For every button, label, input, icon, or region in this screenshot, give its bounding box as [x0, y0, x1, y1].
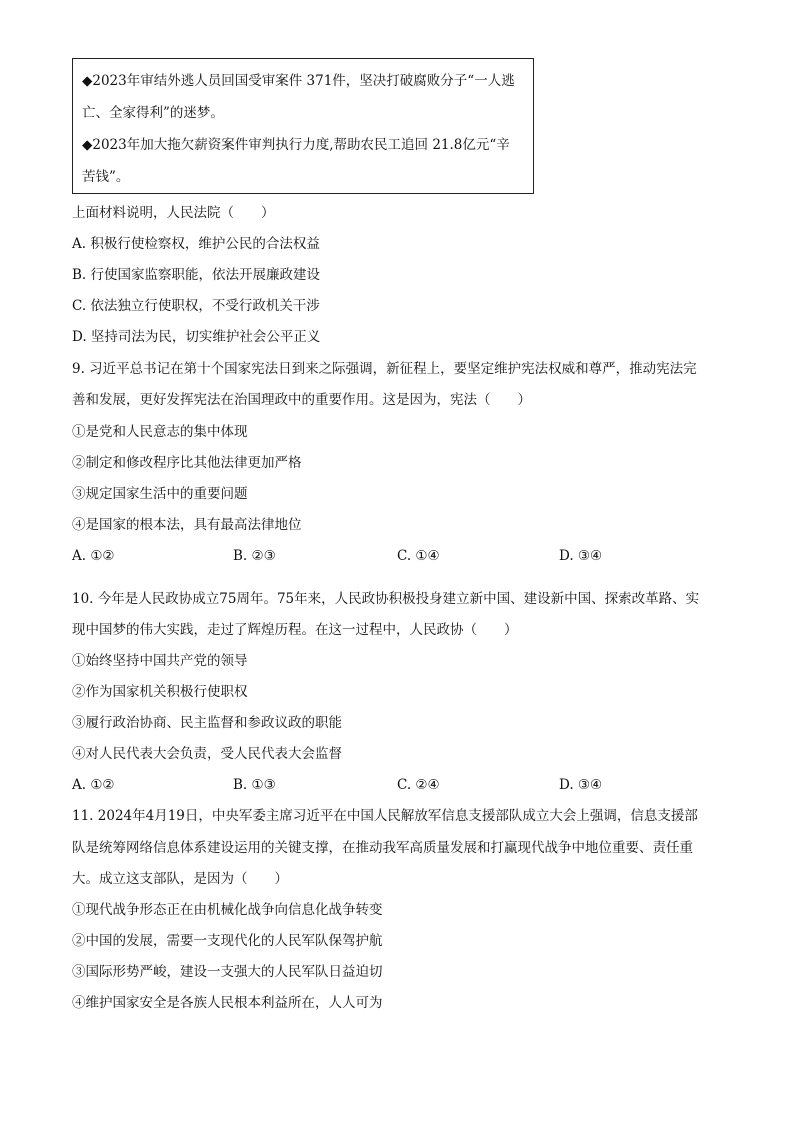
q11-item-1: ①现代战争形态正在由机械化战争向信息化战争转变: [72, 902, 383, 918]
material-line-3: ◆2023年加大拖欠薪资案件审判执行力度,帮助农民工追回 21.8亿元“辛: [82, 137, 510, 153]
material-line-4: 苦钱”。: [82, 169, 130, 185]
q8-option-a: A. 积极行使检察权，维护公民的合法权益: [72, 236, 320, 252]
q10-item-1: ①始终坚持中国共产党的领导: [72, 653, 248, 669]
q10-choice-c: C. ②④: [397, 777, 440, 793]
q11-stem-line-3: 大。成立这支部队，是因为（ ）: [72, 871, 288, 887]
q11-item-4: ④维护国家安全是各族人民根本利益所在，人人可为: [72, 995, 383, 1011]
q8-stem: 上面材料说明，人民法院（ ）: [72, 205, 275, 221]
q10-item-2: ②作为国家机关积极行使职权: [72, 684, 248, 700]
q11-item-3: ③国际形势严峻，建设一支强大的人民军队日益迫切: [72, 964, 383, 980]
q8-option-d: D. 坚持司法为民，切实维护社会公平正义: [72, 329, 321, 345]
q10-stem-line-1: 10. 今年是人民政协成立75周年。75年来，人民政协积极投身建立新中国、建设新中国、探索改革路、实: [72, 591, 700, 607]
material-line-2: 亡、全家得利”的迷梦。: [82, 105, 224, 121]
q9-stem-line-2: 善和发展，更好发挥宪法在治国理政中的重要作用。这是因为，宪法（ ）: [72, 392, 531, 408]
q9-choice-d: D. ③④: [559, 548, 603, 564]
q11-stem-line-2: 队是统筹网络信息体系建设运用的关键支撑，在推动我军高质量发展和打赢现代战争中地位重要、责任重: [72, 840, 693, 856]
q8-option-b: B. 行使国家监察职能，依法开展廉政建设: [72, 267, 321, 283]
q10-stem-line-2: 现中国梦的伟大实践，走过了辉煌历程。在这一过程中，人民政协（ ）: [72, 622, 518, 638]
q9-choice-c: C. ①④: [397, 548, 440, 564]
q10-choice-b: B. ①③: [233, 777, 276, 793]
q11-item-2: ②中国的发展，需要一支现代化的人民军队保驾护航: [72, 933, 383, 949]
q10-item-4: ④对人民代表大会负责，受人民代表大会监督: [72, 746, 342, 762]
q8-option-c: C. 依法独立行使职权，不受行政机关干涉: [72, 298, 320, 314]
material-line-1: ◆2023年审结外逃人员回国受审案件 371件，坚决打破腐败分子“一人逃: [82, 73, 515, 89]
q9-item-3: ③规定国家生活中的重要问题: [72, 486, 248, 502]
q10-choice-d: D. ③④: [559, 777, 603, 793]
q9-stem-line-1: 9. 习近平总书记在第十个国家宪法日到来之际强调，新征程上，要坚定维护宪法权威和尊严，推动宪法完: [72, 361, 697, 377]
q10-item-3: ③履行政治协商、民主监督和参政议政的职能: [72, 715, 342, 731]
q9-item-2: ②制定和修改程序比其他法律更加严格: [72, 455, 302, 471]
q11-stem-line-1: 11. 2024年4月19日，中央军委主席习近平在中国人民解放军信息支援部队成立大会上强调，信息支援部: [72, 808, 698, 824]
q9-choice-b: B. ②③: [233, 548, 276, 564]
q9-item-1: ①是党和人民意志的集中体现: [72, 424, 248, 440]
q9-choice-a: A. ①②: [72, 548, 115, 564]
q10-choice-a: A. ①②: [72, 777, 115, 793]
q9-item-4: ④是国家的根本法，具有最高法律地位: [72, 517, 302, 533]
